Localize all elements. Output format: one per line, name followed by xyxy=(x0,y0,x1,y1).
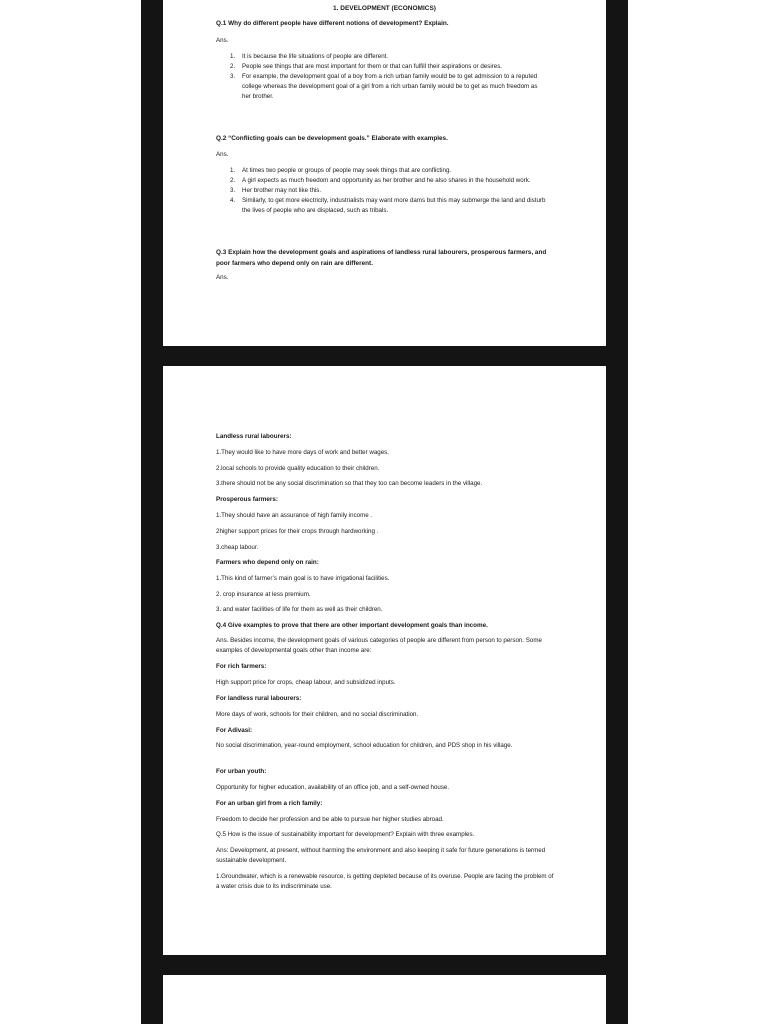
urban-youth-text: Opportunity for higher education, availability of an office job, and a self-owned house. xyxy=(216,784,450,791)
page-title: 1. DEVELOPMENT (ECONOMICS) xyxy=(333,5,436,12)
rain-farmers-heading: Farmers who depend only on rain: xyxy=(216,559,319,566)
answer-label-1: Ans. xyxy=(216,37,229,44)
list-item: 1. At times two people or groups of people may seek things that are conflicting. xyxy=(230,167,452,174)
urban-girl-heading: For an urban girl from a rich family: xyxy=(216,800,323,807)
document-page-1 xyxy=(163,0,606,346)
question-3: Q.3 Explain how the development goals and aspirations of landless rural labourers, prosperous farmers, and poor farmers who depend only on rain are different. xyxy=(216,249,547,267)
adivasi-text: No social discrimination, year-round employment, school education for children, and PDS shop in his village. xyxy=(216,742,513,749)
answer-4: Ans. Besides income, the development goals of various categories of people are different from person to person. Some examples of developmental goals other than income are: xyxy=(216,637,542,654)
prosperous-heading: Prosperous farmers: xyxy=(216,496,278,503)
list-item: 4. Similarly, to get more electricity, industrialists may want more dams but this may submerge the land and disturb the lives of people who are displaced, such as tribals. xyxy=(230,197,546,214)
document-page-2 xyxy=(163,366,606,955)
rain-point-2: 2. crop insurance at less premium. xyxy=(216,591,311,598)
list-item: 2. A girl expects as much freedom and opportunity as her brother and he also shares in the household work. xyxy=(230,177,531,184)
answer-1-list xyxy=(216,52,546,102)
document-page-3 xyxy=(163,975,606,1024)
list-item: 1. It is because the life situations of people are different. xyxy=(230,53,389,60)
landless-point-1: 1.They would like to have more days of work and better wages. xyxy=(216,449,389,456)
question-5: Q.5 How is the issue of sustainability important for development? Explain with three examples. xyxy=(216,831,475,838)
landless-point-2: 2.local schools to provide quality education to their children. xyxy=(216,465,380,472)
list-item: 2. People see things that are most important for them or that can fulfill their aspirations or desires. xyxy=(230,63,503,70)
answer-5: Ans: Development, at present, without harming the environment and also keeping it safe for future generations is termed sustainable development. xyxy=(216,847,546,864)
answer-label-3: Ans. xyxy=(216,274,229,281)
rain-point-1: 1.This kind of farmer’s main goal is to have irrigational facilities. xyxy=(216,575,390,582)
prosperous-point-3: 3.cheap labour. xyxy=(216,544,259,551)
urban-girl-text: Freedom to decide her profession and be able to pursue her higher studies abroad. xyxy=(216,816,444,823)
rain-point-3: 3. and water facilities of life for them as well as their children. xyxy=(216,606,383,613)
prosperous-point-1: 1.They should have an assurance of high family income . xyxy=(216,512,373,519)
prosperous-point-2: 2higher support prices for their crops through hardworking . xyxy=(216,528,379,535)
urban-youth-heading: For urban youth: xyxy=(216,768,267,775)
list-item: 3. Her brother may not like this. xyxy=(230,187,322,194)
landless-labourers-text: More days of work, schools for their children, and no social discrimination. xyxy=(216,711,419,718)
rich-farmers-heading: For rich farmers: xyxy=(216,663,267,670)
rich-farmers-text: High support price for crops, cheap labour, and subsidized inputs. xyxy=(216,679,396,686)
adivasi-heading: For Adivasi: xyxy=(216,727,253,734)
answer-2-list xyxy=(216,166,551,216)
landless-heading: Landless rural labourers: xyxy=(216,433,292,440)
landless-point-3: 3.there should not be any social discrimination so that they too can become leaders in the village. xyxy=(216,480,483,487)
question-4: Q.4 Give examples to prove that there are other important development goals than income. xyxy=(216,622,488,629)
question-2: Q.2 “Conflicting goals can be development goals.” Elaborate with examples. xyxy=(216,135,448,142)
answer-label-2: Ans. xyxy=(216,151,229,158)
answer-5-point-1: 1.Groundwater, which is a renewable resource, is getting depleted because of its overuse. People are facing the problem of a water crisis due to its indiscriminate use. xyxy=(216,873,554,890)
landless-labourers-heading: For landless rural labourers: xyxy=(216,695,302,702)
list-item: 3. For example, the development goal of a boy from a rich urban family would be to get admission to a reputed college whereas the development goal of a girl from a rich urban family would be to get as much freedom as her brother. xyxy=(230,73,538,100)
question-1: Q.1 Why do different people have different notions of development? Explain. xyxy=(216,20,449,27)
